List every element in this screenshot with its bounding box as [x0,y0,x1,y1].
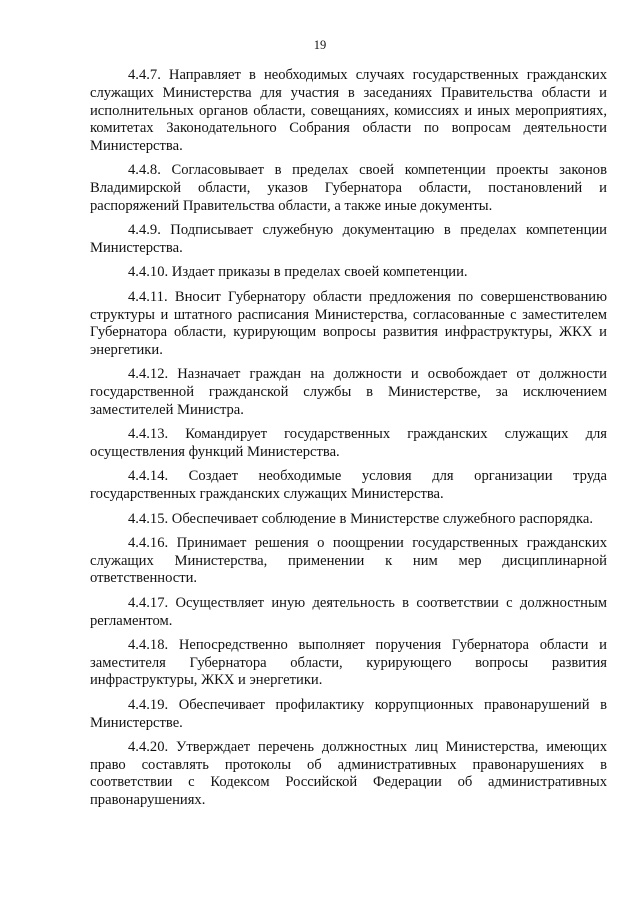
page-number: 19 [313,38,327,52]
paragraph-4-4-10: 4.4.10. Издает приказы в пределах своей компетенции. [128,264,468,281]
paragraph-4-4-17: 4.4.17. Осуществляет иную деятельность в соответствии с должностным регламентом. [90,594,607,629]
paragraph-4-4-18: 4.4.18. Непосредственно выполняет поручения Губернатора области и заместителя Губернатора области, курирующего вопросы развития инфраструктуры, ЖКХ и энергетики. [90,636,607,689]
paragraph-4-4-7: 4.4.7. Направляет в необходимых случаях государственных гражданских служащих Министерства для участия в заседаниях Правительства области и исполнительных органов области, совещаниях, комиссиях и иных мероприятиях, комитетах Законодательного Собрания области по вопросам деятельности Министерства. [90,67,607,155]
paragraph-4-4-13: 4.4.13. Командирует государственных гражданских служащих для осуществления функций Министерства. [90,426,607,461]
paragraph-4-4-19: 4.4.19. Обеспечивает профилактику коррупционных правонарушений в Министерстве. [90,696,607,731]
paragraph-4-4-16: 4.4.16. Принимает решения о поощрении государственных гражданских служащих Министерства, применении к ним мер дисциплинарной ответственности. [90,534,607,587]
paragraph-4-4-12: 4.4.12. Назначает граждан на должности и освобождает от должности государственной гражданской службы в Министерстве, за исключением заместителей Министра. [90,366,607,419]
paragraph-4-4-15: 4.4.15. Обеспечивает соблюдение в Министерстве служебного распорядка. [128,510,594,527]
paragraph-4-4-14: 4.4.14. Создает необходимые условия для организации труда государственных гражданских служащих Министерства. [90,468,607,503]
document-body [90,67,607,816]
paragraph-4-4-8: 4.4.8. Согласовывает в пределах своей компетенции проекты законов Владимирской области, указов Губернатора области, постановлений и распоряжений Правительства области, а также иные документы. [90,162,607,215]
paragraph-4-4-9: 4.4.9. Подписывает служебную документацию в пределах компетенции Министерства. [90,222,607,257]
paragraph-4-4-11: 4.4.11. Вносит Губернатору области предложения по совершенствованию структуры и штатного расписания Министерства, согласованные с заместителем Губернатора области, курирующим вопросы развития инфраструктуры, ЖКХ и энергетики. [90,288,607,359]
paragraph-4-4-20: 4.4.20. Утверждает перечень должностных лиц Министерства, имеющих право составлять протоколы об административных правонарушениях в соответствии с Кодексом Российской Федерации об административных правонарушениях. [90,738,607,809]
